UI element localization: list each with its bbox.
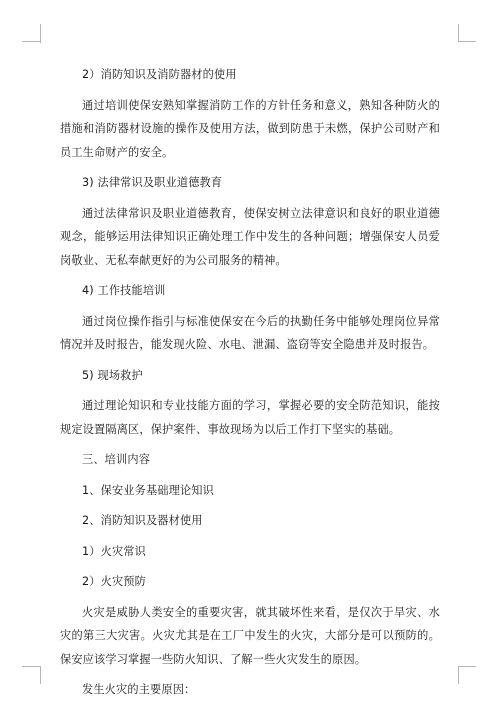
paragraph: 火灾是威胁人类安全的重要灾害，就其破坏性来看，是仅次于旱灾、水灾的第三大灾害。火灾尤其是在工厂中发生的火灾，大部分是可以预防的。保安应该学习掌握一些防火知识、了解一些火灾发生的原因。 [60,605,440,666]
section-heading: 三、培训内容 [82,453,151,466]
list-heading: 1）火灾常识 [82,544,146,558]
paragraph: 通过理论知识和专业技能方面的学习，掌握必要的安全防范知识，能按规定设置隔离区，保护案件、事故现场为以后工作打下坚实的基础。 [60,399,440,436]
document-body [60,62,440,709]
paragraph: 通过法律常识及职业道德教育，使保安树立法律意识和良好的职业道德观念，能够运用法律知识正确处理工作中发生的各种问题；增强保安人员爱岗敬业、无私奉献更好的为公司服务的精神。 [60,206,440,267]
list-heading: 2）火灾预防 [82,575,146,588]
section-heading: 3) 法律常识及职业道德教育 [82,176,223,189]
crop-mark-bottom-left [40,666,41,684]
section-heading: 发生火灾的主要原因： [82,683,196,696]
list-heading: 1、保安业务基础理论知识 [82,483,214,497]
section-heading: 4) 工作技能培训 [82,284,166,297]
crop-mark-top-right-horizontal [458,41,476,42]
section-heading: 5) 现场救护 [82,368,143,382]
crop-mark-top-right [458,24,459,42]
crop-mark-bottom-right-horizontal [458,666,476,667]
paragraph: 通过岗位操作指引与标准使保安在今后的执勤任务中能够处理岗位异常情况并及时报告，能发现火险、水电、泄漏、盗窃等安全隐患并及时报告。 [60,314,440,351]
crop-mark-top-left [40,24,41,43]
crop-mark-bottom-right [458,666,459,684]
crop-mark-bottom-left-horizontal [22,666,40,667]
section-heading: 2）消防知识及消防器材的使用 [82,68,237,81]
list-heading: 2、消防知识及器材使用 [82,514,203,527]
paragraph: 通过培训使保安熟知掌握消防工作的方针任务和意义，熟知各种防火的措施和消防器材设施的操作及使用方法，做到防患于未燃，保护公司财产和员工生命财产的安全。 [60,98,440,159]
crop-mark-top-left-horizontal [22,41,40,42]
